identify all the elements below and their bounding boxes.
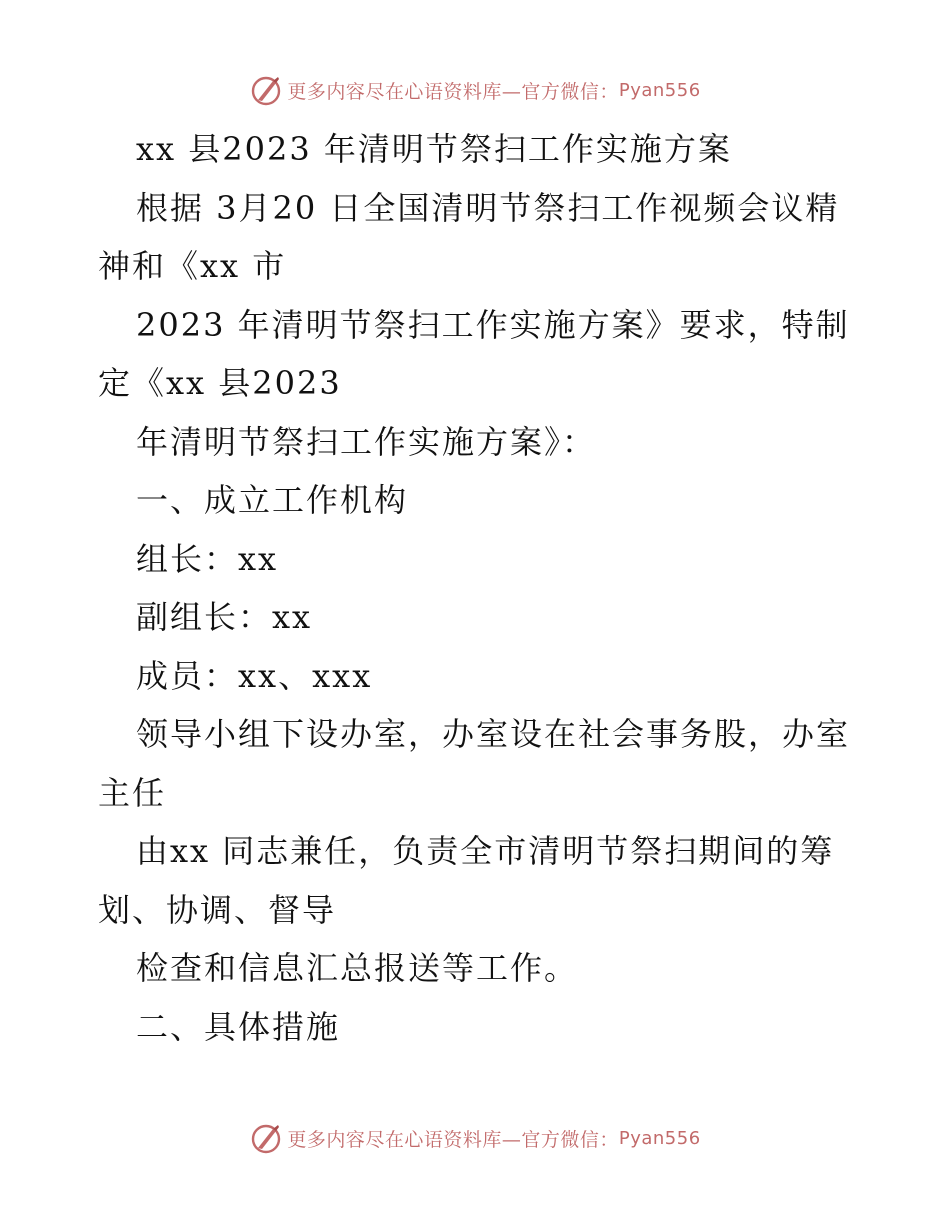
paragraph-line: 成员：xx、xxx [136,656,373,695]
paragraph-line: 神和《xx 市 [98,247,287,285]
quill-logo-icon [249,73,283,107]
quill-logo-icon [249,1121,283,1155]
paragraph-line: 主任 [98,773,167,812]
paragraph-line: 检查和信息汇总报送等工作。 [136,949,579,987]
section-heading: 一、成立工作机构 [136,481,409,519]
document-body [98,120,858,1056]
paragraph-line: 2023 年清明节祭扫工作实施方案》要求，特制 [136,305,850,344]
paragraph-line: 定《xx 县2023 [98,364,342,402]
header-watermark [0,70,950,110]
watermark-account: Pyan556 [618,1127,701,1149]
watermark-text: 更多内容尽在心语资料库—官方微信： [287,80,619,103]
section-heading: 二、具体措施 [136,1007,341,1046]
document-title: xx 县2023 年清明节祭扫工作实施方案 [136,130,732,168]
paragraph-line: 组长：xx [136,539,279,578]
watermark-text: 更多内容尽在心语资料库—官方微信： [287,1128,619,1151]
paragraph-line: 领导小组下设办室，办室设在社会事务股，办室 [136,715,851,753]
paragraph-line: 划、协调、督导 [98,890,337,929]
footer-watermark [0,1118,950,1158]
paragraph-line: 由xx 同志兼任，负责全市清明节祭扫期间的筹 [136,832,835,870]
paragraph-line: 根据 3月20 日全国清明节祭扫工作视频会议精 [136,188,840,227]
watermark-account: Pyan556 [618,79,701,101]
paragraph-line: 副组长：xx [136,598,313,636]
paragraph-line: 年清明节祭扫工作实施方案》： [136,422,597,461]
